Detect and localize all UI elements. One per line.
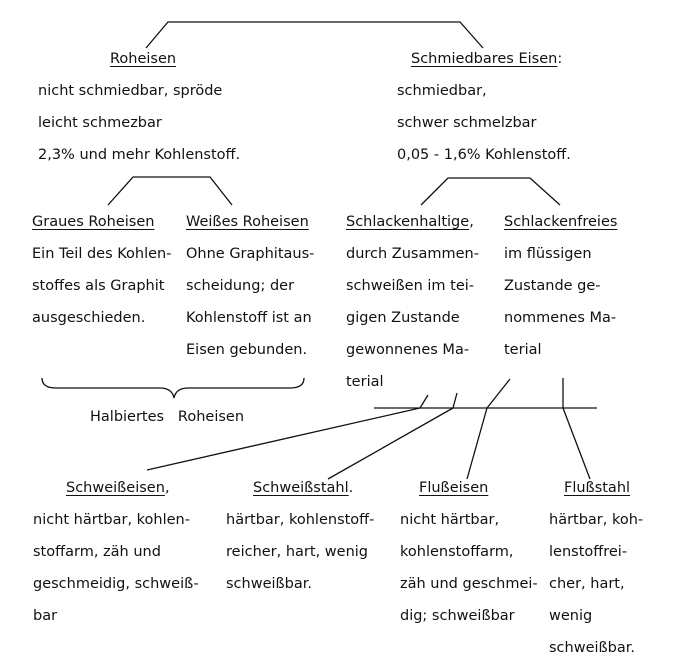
flusseisen-title: Flußeisen <box>419 480 489 496</box>
schweissstahl-line-3: schweißbar. <box>226 576 312 592</box>
branch-flussstahl <box>563 408 590 479</box>
roheisen-line-1: nicht schmiedbar, spröde <box>38 83 223 99</box>
flusseisen-line-3: zäh und geschmei- <box>400 576 538 592</box>
weisses-title: Weißes Roheisen <box>186 214 309 230</box>
schmiedbar-title: Schmiedbares Eisen <box>411 51 558 67</box>
schweisseisen-block: Schweißeisen, nicht härtbar, kohlen- stoffarm, zäh und geschmeidig, schweiß- bar <box>33 472 199 632</box>
schlackenfrei-line-2: Zustande ge- <box>504 278 601 294</box>
schweisseisen-line-4: bar <box>33 608 58 624</box>
schmiedbar-block: Schmiedbares Eisen: schmiedbar, schwer schmelzbar 0,05 - 1,6% Kohlenstoff. <box>397 43 571 171</box>
weisses-line-2: scheidung; der <box>186 278 295 294</box>
flusseisen-line-4: dig; schweißbar <box>400 608 515 624</box>
schweissstahl-line-1: härtbar, kohlenstoff- <box>226 512 375 528</box>
schlackenhaltig-line-3: gigen Zustande <box>346 310 460 326</box>
flusseisen-block <box>400 472 538 632</box>
schlackenhaltig-line-5: terial <box>346 374 384 390</box>
graues-line-1: Ein Teil des Kohlen- <box>32 246 172 262</box>
schweisseisen-line-3: geschmeidig, schweiß- <box>33 576 199 592</box>
schlackenfrei-line-3: nommenes Ma- <box>504 310 617 326</box>
flussstahl-line-5: schweißbar. <box>549 640 635 656</box>
roheisen-line-3: 2,3% und mehr Kohlenstoff. <box>38 147 241 163</box>
schlackenhaltig-line-4: gewonnenes Ma- <box>346 342 470 358</box>
flussstahl-block <box>549 472 643 664</box>
schmiedbar-split-bracket <box>421 178 560 205</box>
flussstahl-line-3: cher, hart, <box>549 576 625 592</box>
roheisen-title: Roheisen <box>110 51 177 67</box>
roheisen-block <box>38 43 240 171</box>
weisses-line-1: Ohne Graphitaus- <box>186 246 315 262</box>
graues-line-3: ausgeschieden. <box>32 310 146 326</box>
graues-line-2: stoffes als Graphit <box>32 278 165 294</box>
halbiertes-roheisen-label: Halbiertes Roheisen <box>90 409 245 425</box>
stem-flusseisen <box>487 379 510 408</box>
flussstahl-line-2: lenstoffrei- <box>549 544 628 560</box>
flussstahl-line-1: härtbar, koh- <box>549 512 644 528</box>
schlackenhaltig-line-2: schweißen im tei- <box>346 278 475 294</box>
schweissstahl-title: Schweißstahl <box>253 480 349 496</box>
schweissstahl-block: Schweißstahl. härtbar, kohlenstoff- reicher, hart, wenig schweißbar. <box>226 472 374 600</box>
schmiedbar-line-1: schmiedbar, <box>397 83 487 99</box>
schmiedbar-line-3: 0,05 - 1,6% Kohlenstoff. <box>397 147 571 163</box>
schmiedbar-line-2: schwer schmelzbar <box>397 115 537 131</box>
schlackenfrei-line-1: im flüssigen <box>504 246 592 262</box>
schlackenhaltig-title: Schlackenhaltige <box>346 214 470 230</box>
schweisseisen-line-1: nicht härtbar, kohlen- <box>33 512 190 528</box>
graues-title: Graues Roheisen <box>32 214 155 230</box>
flusseisen-line-1: nicht härtbar, <box>400 512 500 528</box>
weisses-line-3: Kohlenstoff ist an <box>186 310 312 326</box>
weisses-roheisen-block <box>186 206 314 366</box>
schweissstahl-line-2: reicher, hart, wenig <box>226 544 368 560</box>
branch-flusseisen <box>467 408 487 479</box>
branch-schweissstahl <box>328 408 453 479</box>
flussstahl-line-4: wenig <box>549 608 593 624</box>
schlackenfrei-line-4: terial <box>504 342 542 358</box>
schlackenhaltig-line-1: durch Zusammen- <box>346 246 479 262</box>
schweisseisen-title: Schweißeisen <box>66 480 165 496</box>
flusseisen-line-2: kohlenstoffarm, <box>400 544 514 560</box>
roheisen-split-bracket <box>108 177 232 205</box>
flussstahl-title: Flußstahl <box>564 480 631 496</box>
schlackenhaltig-block: Schlackenhaltige, durch Zusammen- schweißen im tei- gigen Zustande gewonnenes Ma- terial <box>346 206 479 398</box>
weisses-line-4: Eisen gebunden. <box>186 342 308 358</box>
schweisseisen-line-2: stoffarm, zäh und <box>33 544 161 560</box>
schlackenfrei-block <box>504 206 617 366</box>
halbiertes-curly-brace <box>42 378 304 398</box>
roheisen-line-2: leicht schmezbar <box>38 115 162 131</box>
schlackenfrei-title: Schlackenfreies <box>504 214 618 230</box>
graues-roheisen-block <box>32 206 171 334</box>
